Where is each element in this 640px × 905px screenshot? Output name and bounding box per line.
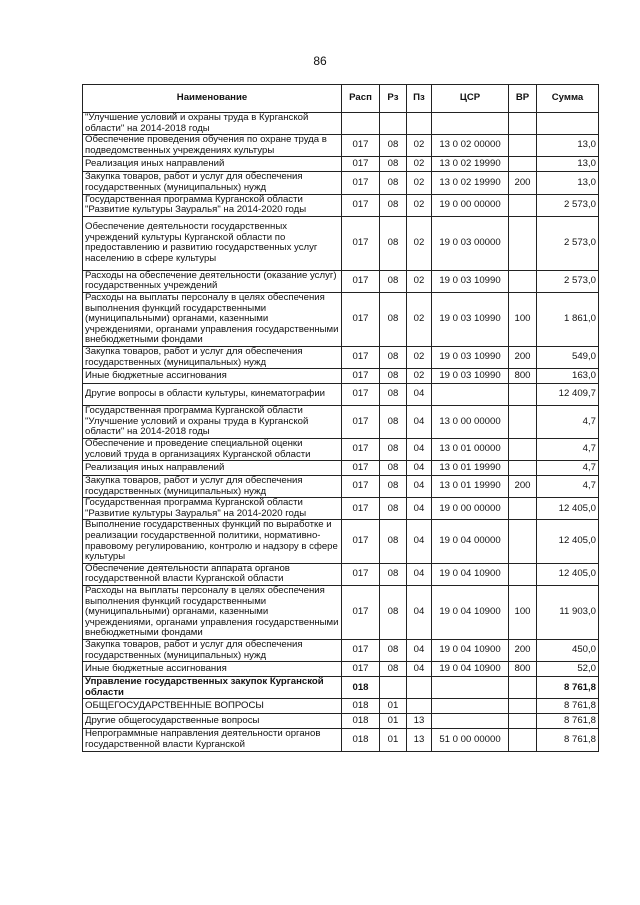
row-csr: [432, 699, 509, 714]
row-rz: 08: [380, 438, 407, 460]
row-csr: 19 0 04 10900: [432, 586, 509, 640]
row-csr: 13 0 02 00000: [432, 135, 509, 157]
table-row: [83, 662, 599, 677]
row-rz: 08: [380, 292, 407, 346]
row-rz: 08: [380, 520, 407, 563]
row-pz: 02: [407, 369, 432, 384]
table-row: [83, 113, 599, 135]
header-name: Наименование: [83, 85, 342, 113]
row-name: Другие общегосударственные вопросы: [83, 714, 342, 729]
row-name: Обеспечение проведения обучения по охране труда в подведомственных учреждениях культуры: [83, 135, 342, 157]
header-rz: Рз: [380, 85, 407, 113]
row-vr: 200: [509, 172, 537, 194]
row-rz: 01: [380, 714, 407, 729]
row-rz: 08: [380, 498, 407, 520]
row-name: Государственная программа Курганской области "Развитие культуры Зауралья" на 2014-2020 годы: [83, 498, 342, 520]
row-rasp: 017: [342, 662, 380, 677]
row-name: Выполнение государственных функций по выработке и реализации государственной политики, нормативно-правовому регулированию, контролю и надзору в сфере культуры: [83, 520, 342, 563]
row-sum: 549,0: [537, 346, 599, 368]
row-rz: [380, 113, 407, 135]
row-rasp: 018: [342, 714, 380, 729]
row-vr: 800: [509, 369, 537, 384]
table-row: [83, 438, 599, 460]
row-vr: [509, 384, 537, 406]
row-vr: [509, 113, 537, 135]
row-vr: [509, 406, 537, 439]
row-name: "Улучшение условий и охраны труда в Курганской области" на 2014-2018 годы: [83, 113, 342, 135]
row-name: Обеспечение деятельности аппарата органов государственной власти Курганской области: [83, 563, 342, 585]
row-csr: 19 0 03 10990: [432, 292, 509, 346]
row-pz: 04: [407, 586, 432, 640]
row-rasp: 018: [342, 677, 380, 699]
row-rz: 08: [380, 216, 407, 270]
row-name: Расходы на обеспечение деятельности (оказание услуг) государственных учреждений: [83, 270, 342, 292]
row-vr: [509, 438, 537, 460]
row-sum: 11 903,0: [537, 586, 599, 640]
table-row: [83, 369, 599, 384]
row-pz: 04: [407, 498, 432, 520]
row-pz: 04: [407, 662, 432, 677]
row-rz: 08: [380, 157, 407, 172]
row-rasp: 017: [342, 640, 380, 662]
table-row: [83, 640, 599, 662]
table-row: [83, 699, 599, 714]
row-rz: 08: [380, 563, 407, 585]
row-rasp: 017: [342, 157, 380, 172]
row-rz: 08: [380, 135, 407, 157]
row-vr: 100: [509, 292, 537, 346]
row-rz: 08: [380, 640, 407, 662]
row-sum: 2 573,0: [537, 270, 599, 292]
row-rz: 08: [380, 369, 407, 384]
row-pz: [407, 113, 432, 135]
row-csr: 19 0 04 00000: [432, 520, 509, 563]
row-name: Закупка товаров, работ и услуг для обеспечения государственных (муниципальных) нужд: [83, 476, 342, 498]
row-rasp: 017: [342, 406, 380, 439]
row-csr: [432, 384, 509, 406]
row-vr: [509, 270, 537, 292]
row-sum: 4,7: [537, 406, 599, 439]
budget-table: [82, 84, 599, 752]
row-name: Непрограммные направления деятельности органов государственной власти Курганской: [83, 729, 342, 751]
row-rasp: 017: [342, 498, 380, 520]
row-sum: 1 861,0: [537, 292, 599, 346]
row-csr: [432, 113, 509, 135]
row-rasp: 017: [342, 461, 380, 476]
table-row: [83, 194, 599, 216]
row-rz: 08: [380, 270, 407, 292]
table-row: [83, 461, 599, 476]
header-sum: Сумма: [537, 85, 599, 113]
row-name: Иные бюджетные ассигнования: [83, 369, 342, 384]
row-rasp: 017: [342, 438, 380, 460]
row-pz: 02: [407, 292, 432, 346]
row-sum: 12 405,0: [537, 520, 599, 563]
row-rz: 01: [380, 699, 407, 714]
row-csr: 13 0 01 19990: [432, 476, 509, 498]
table-row: [83, 563, 599, 585]
row-sum: 450,0: [537, 640, 599, 662]
row-pz: 04: [407, 461, 432, 476]
table-row: [83, 586, 599, 640]
row-vr: 100: [509, 586, 537, 640]
table-row: [83, 135, 599, 157]
row-pz: 02: [407, 194, 432, 216]
row-sum: 12 405,0: [537, 563, 599, 585]
row-sum: 13,0: [537, 172, 599, 194]
page-number: 86: [313, 54, 327, 68]
row-vr: [509, 714, 537, 729]
row-pz: [407, 677, 432, 699]
row-rasp: 017: [342, 194, 380, 216]
row-csr: 13 0 02 19990: [432, 172, 509, 194]
header-rasp: Расп: [342, 85, 380, 113]
row-rasp: 017: [342, 520, 380, 563]
row-sum: 8 761,8: [537, 677, 599, 699]
row-name: Закупка товаров, работ и услуг для обеспечения государственных (муниципальных) нужд: [83, 172, 342, 194]
row-rasp: 017: [342, 346, 380, 368]
row-name: Закупка товаров, работ и услуг для обеспечения государственных (муниципальных) нужд: [83, 640, 342, 662]
row-vr: [509, 520, 537, 563]
row-name: Государственная программа Курганской области "Улучшение условий и охраны труда в Курганской области" на 2014-2018 годы: [83, 406, 342, 439]
table-row: [83, 476, 599, 498]
header-vr: ВР: [509, 85, 537, 113]
table-row: [83, 729, 599, 751]
row-sum: 4,7: [537, 438, 599, 460]
table-row: [83, 520, 599, 563]
row-csr: 19 0 00 00000: [432, 498, 509, 520]
row-pz: 13: [407, 714, 432, 729]
row-name: Расходы на выплаты персоналу в целях обеспечения выполнения функций государственными (муниципальными) органами, казенными учреждениями, органами управления государственными внебюджетными фондами: [83, 586, 342, 640]
row-sum: 12 405,0: [537, 498, 599, 520]
row-name: ОБЩЕГОСУДАРСТВЕННЫЕ ВОПРОСЫ: [83, 699, 342, 714]
row-pz: 04: [407, 520, 432, 563]
row-vr: [509, 216, 537, 270]
header-csr: ЦСР: [432, 85, 509, 113]
row-rz: 08: [380, 384, 407, 406]
row-sum: 8 761,8: [537, 729, 599, 751]
row-vr: [509, 135, 537, 157]
row-sum: 4,7: [537, 476, 599, 498]
row-rz: 01: [380, 729, 407, 751]
table-row: [83, 270, 599, 292]
row-sum: 2 573,0: [537, 216, 599, 270]
table-row: [83, 677, 599, 699]
row-rasp: 018: [342, 729, 380, 751]
row-vr: [509, 498, 537, 520]
row-name: Обеспечение деятельности государственных учреждений культуры Курганской области по предоставлению и развитию государственных услуг населению в сфере культуры: [83, 216, 342, 270]
row-pz: 02: [407, 346, 432, 368]
row-vr: [509, 461, 537, 476]
row-rasp: 017: [342, 216, 380, 270]
row-vr: [509, 677, 537, 699]
row-vr: 200: [509, 346, 537, 368]
row-name: Реализация иных направлений: [83, 461, 342, 476]
row-rasp: 017: [342, 369, 380, 384]
row-sum: 8 761,8: [537, 699, 599, 714]
table-row: [83, 714, 599, 729]
row-sum: 2 573,0: [537, 194, 599, 216]
row-sum: 13,0: [537, 135, 599, 157]
row-pz: 02: [407, 157, 432, 172]
row-pz: 04: [407, 406, 432, 439]
row-csr: 19 0 03 00000: [432, 216, 509, 270]
row-csr: 13 0 01 19990: [432, 461, 509, 476]
row-name: Другие вопросы в области культуры, кинематографии: [83, 384, 342, 406]
table-row: [83, 406, 599, 439]
row-pz: 02: [407, 135, 432, 157]
row-vr: 200: [509, 476, 537, 498]
row-rz: 08: [380, 172, 407, 194]
table-row: [83, 498, 599, 520]
row-name: Обеспечение и проведение специальной оценки условий труда в организациях Курганской области: [83, 438, 342, 460]
row-rasp: 017: [342, 292, 380, 346]
row-name: Расходы на выплаты персоналу в целях обеспечения выполнения функций государственными (муниципальными) органами, казенными учреждениями, органами управления государственными внебюджетными фондами: [83, 292, 342, 346]
row-vr: [509, 194, 537, 216]
table-row: [83, 172, 599, 194]
row-vr: [509, 157, 537, 172]
row-name: Закупка товаров, работ и услуг для обеспечения государственных (муниципальных) нужд: [83, 346, 342, 368]
row-rz: 08: [380, 194, 407, 216]
row-rz: 08: [380, 461, 407, 476]
row-sum: 4,7: [537, 461, 599, 476]
row-vr: 200: [509, 640, 537, 662]
row-rasp: 017: [342, 476, 380, 498]
row-name: Управление государственных закупок Курганской области: [83, 677, 342, 699]
row-sum: 163,0: [537, 369, 599, 384]
row-csr: [432, 714, 509, 729]
header-pz: Пз: [407, 85, 432, 113]
row-pz: 02: [407, 172, 432, 194]
row-sum: 8 761,8: [537, 714, 599, 729]
row-csr: 19 0 04 10900: [432, 640, 509, 662]
row-vr: [509, 729, 537, 751]
row-vr: 800: [509, 662, 537, 677]
row-rz: 08: [380, 476, 407, 498]
row-csr: [432, 677, 509, 699]
row-csr: 13 0 00 00000: [432, 406, 509, 439]
row-rz: 08: [380, 406, 407, 439]
row-csr: 19 0 03 10990: [432, 369, 509, 384]
table-row: [83, 157, 599, 172]
row-sum: [537, 113, 599, 135]
row-pz: 04: [407, 476, 432, 498]
table-row: [83, 292, 599, 346]
row-rasp: 017: [342, 172, 380, 194]
row-rasp: 017: [342, 586, 380, 640]
row-name: Реализация иных направлений: [83, 157, 342, 172]
row-csr: 13 0 01 00000: [432, 438, 509, 460]
row-sum: 12 409,7: [537, 384, 599, 406]
row-pz: 04: [407, 384, 432, 406]
row-pz: 13: [407, 729, 432, 751]
row-rasp: 017: [342, 135, 380, 157]
row-csr: 19 0 00 00000: [432, 194, 509, 216]
table-header-row: [83, 85, 599, 113]
row-rasp: 017: [342, 384, 380, 406]
table-row: [83, 384, 599, 406]
row-rz: 08: [380, 586, 407, 640]
table-row: [83, 346, 599, 368]
row-sum: 13,0: [537, 157, 599, 172]
row-pz: 02: [407, 216, 432, 270]
row-name: Государственная программа Курганской области "Развитие культуры Зауралья" на 2014-2020 годы: [83, 194, 342, 216]
row-pz: [407, 699, 432, 714]
row-rasp: 018: [342, 699, 380, 714]
row-sum: 52,0: [537, 662, 599, 677]
row-csr: 19 0 04 10900: [432, 563, 509, 585]
row-csr: 19 0 03 10990: [432, 270, 509, 292]
row-pz: 04: [407, 438, 432, 460]
row-rz: 08: [380, 346, 407, 368]
row-vr: [509, 699, 537, 714]
row-rz: [380, 677, 407, 699]
row-csr: 51 0 00 00000: [432, 729, 509, 751]
row-pz: 04: [407, 563, 432, 585]
row-csr: 19 0 03 10990: [432, 346, 509, 368]
row-rasp: [342, 113, 380, 135]
row-rasp: 017: [342, 563, 380, 585]
table-row: [83, 216, 599, 270]
row-csr: 13 0 02 19990: [432, 157, 509, 172]
row-rz: 08: [380, 662, 407, 677]
row-rasp: 017: [342, 270, 380, 292]
row-vr: [509, 563, 537, 585]
row-pz: 04: [407, 640, 432, 662]
row-pz: 02: [407, 270, 432, 292]
row-name: Иные бюджетные ассигнования: [83, 662, 342, 677]
row-csr: 19 0 04 10900: [432, 662, 509, 677]
